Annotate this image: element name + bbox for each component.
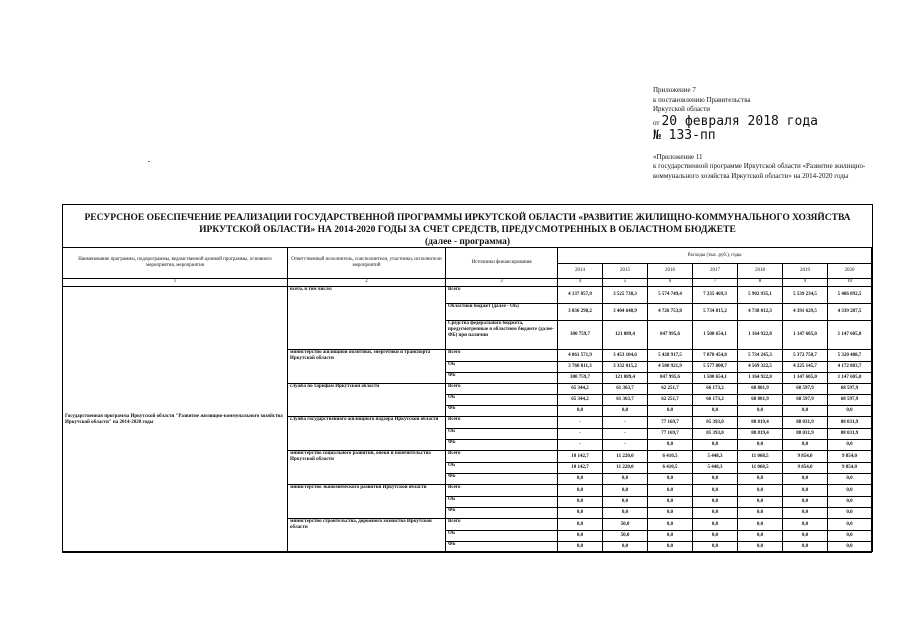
value-cell-2017: 7 078 454,8	[693, 350, 738, 362]
value-cell-2016: 5 428 917,5	[648, 350, 693, 362]
header-from: от	[653, 118, 660, 127]
value-cell-2020: 5 320 408,7	[828, 350, 872, 362]
value-cell-2016: 6 410,5	[648, 451, 693, 463]
value-cell-2016: 0,0	[648, 406, 693, 417]
value-cell-2020: 0,0	[828, 474, 872, 485]
value-cell-2017: 85 393,0	[693, 429, 738, 440]
source-cell: ОБ	[446, 395, 558, 406]
responsible-cell: служба государственного жилищного надзора Иркутской области	[288, 417, 446, 451]
appendix-title: «Приложение 11	[653, 152, 703, 161]
value-cell-2015: 121 089,4	[603, 373, 648, 384]
value-cell-2017: 0,0	[693, 519, 738, 531]
value-cell-2019: 1 147 605,0	[783, 373, 828, 384]
value-cell-2018: 11 068,5	[738, 451, 783, 463]
year-header-2017: 2017	[693, 264, 738, 279]
column-index-9: 9	[783, 279, 828, 287]
value-cell-2015: 3 453 104,6	[603, 350, 648, 362]
value-cell-2016: 4 580 921,9	[648, 362, 693, 373]
value-cell-2020: 88 031,9	[828, 429, 872, 440]
value-cell-2015: 3 332 015,2	[603, 362, 648, 373]
document-header	[653, 86, 893, 181]
source-cell: Всего	[446, 519, 558, 531]
table-row	[63, 287, 872, 304]
year-header-2016: 2016	[648, 264, 693, 279]
value-cell-2016: 0,0	[648, 497, 693, 508]
value-cell-2020: 68 597,9	[828, 395, 872, 406]
column-index-4: 4	[558, 279, 603, 287]
title-line-2: ИРКУТСКОЙ ОБЛАСТИ» НА 2014-2020 ГОДЫ ЗА СЧЕТ СРЕДСТВ, ПРЕДУСМОТРЕННЫХ В ОБЛАСТНОМ БЮДЖЕТЕ	[199, 225, 736, 235]
value-cell-2016: 0,0	[648, 474, 693, 485]
value-cell-2014: 4 137 057,9	[558, 287, 603, 304]
value-cell-2015: -	[603, 429, 648, 440]
value-cell-2017: 0,0	[693, 440, 738, 451]
value-cell-2019: 4 225 145,7	[783, 362, 828, 373]
value-cell-2017: 0,0	[693, 508, 738, 519]
value-cell-2015: 0,0	[603, 542, 648, 553]
value-cell-2015: 0,0	[603, 497, 648, 508]
col-source-header: Источники финансирования	[446, 248, 558, 279]
value-cell-2015: -	[603, 417, 648, 429]
value-cell-2014: 3 760 811,3	[558, 362, 603, 373]
value-cell-2016: 0,0	[648, 519, 693, 531]
value-cell-2014: -	[558, 429, 603, 440]
value-cell-2020: 0,0	[828, 542, 872, 553]
value-cell-2018: 0,0	[738, 474, 783, 485]
value-cell-2017: 5 577 800,7	[693, 362, 738, 373]
source-cell: ФБ	[446, 542, 558, 553]
value-cell-2018: 0,0	[738, 406, 783, 417]
value-cell-2016: 6 410,5	[648, 463, 693, 474]
year-header-2019: 2019	[783, 264, 828, 279]
source-cell: ФБ	[446, 373, 558, 384]
value-cell-2017: 5 734 815,2	[693, 304, 738, 321]
value-cell-2019: 9 854,0	[783, 451, 828, 463]
value-cell-2019: 5 539 234,5	[783, 287, 828, 304]
source-cell: ОБ	[446, 463, 558, 474]
value-cell-2015: 61 363,7	[603, 395, 648, 406]
col-resp-header: Ответственный исполнитель, соисполнители, участники, исполнители мероприятий	[288, 248, 446, 279]
value-cell-2019: 0,0	[783, 508, 828, 519]
source-cell: Всего	[446, 350, 558, 362]
value-cell-2018: 11 068,5	[738, 463, 783, 474]
value-cell-2020: 0,0	[828, 497, 872, 508]
header-date: 20 февраля 2018 года	[661, 113, 819, 129]
value-cell-2018: 1 164 922,8	[738, 373, 783, 384]
value-cell-2019: 0,0	[783, 440, 828, 451]
value-cell-2016: 0,0	[648, 508, 693, 519]
value-cell-2014: 0,0	[558, 508, 603, 519]
value-cell-2017: 0,0	[693, 474, 738, 485]
value-cell-2019: 9 854,0	[783, 463, 828, 474]
value-cell-2017: 66 173,2	[693, 395, 738, 406]
value-cell-2016: 77 169,7	[648, 417, 693, 429]
responsible-cell: министерство социального развития, опеки и попечительства Иркутской области	[288, 451, 446, 485]
value-cell-2015: 0,0	[603, 508, 648, 519]
value-cell-2016: 0,0	[648, 531, 693, 542]
value-cell-2019: 1 147 605,0	[783, 321, 828, 350]
value-cell-2016: 62 251,7	[648, 395, 693, 406]
value-cell-2014: -	[558, 440, 603, 451]
responsible-cell: министерство экономического развития Иркутской области	[288, 485, 446, 519]
value-cell-2014: 4 061 571,9	[558, 350, 603, 362]
source-cell: ОБ	[446, 429, 558, 440]
col-expenses-header: Расходы (тыс. руб.), годы	[558, 248, 872, 264]
value-cell-2017: 0,0	[693, 485, 738, 497]
title-line-3: (далее - программа)	[424, 237, 511, 247]
value-cell-2019: 0,0	[783, 485, 828, 497]
responsible-cell: всего, в том числе:	[288, 287, 446, 350]
column-index-1: 1	[63, 279, 288, 287]
col-name-header: Наименование программы, подпрограммы, ведомственной целевой программы, основного мероприятия, мероприятия	[63, 248, 288, 279]
column-index-8: 8	[738, 279, 783, 287]
value-cell-2019: 68 597,9	[783, 395, 828, 406]
column-index-2: 2	[288, 279, 446, 287]
header-number: № 133-пп	[653, 127, 716, 143]
value-cell-2015: 50,0	[603, 531, 648, 542]
value-cell-2018: 1 164 922,8	[738, 321, 783, 350]
value-cell-2019: 0,0	[783, 497, 828, 508]
responsible-cell: министерство жилищной политики, энергетики и транспорта Иркутской области	[288, 350, 446, 384]
title-line-1: РЕСУРСНОЕ ОБЕСПЕЧЕНИЕ РЕАЛИЗАЦИИ ГОСУДАРСТВЕННОЙ ПРОГРАММЫ ИРКУТСКОЙ ОБЛАСТИ «РАЗВИТИЕ ЖИЛИЩНО-КОММУНАЛЬНОГО ХОЗЯЙСТВА	[84, 213, 851, 223]
value-cell-2014: 0,0	[558, 542, 603, 553]
source-cell: Областной бюджет (далее - ОБ)	[446, 304, 558, 321]
value-cell-2014: 0,0	[558, 497, 603, 508]
value-cell-2014: 65 344,2	[558, 395, 603, 406]
value-cell-2020: 0,0	[828, 440, 872, 451]
value-cell-2019: 68 597,9	[783, 384, 828, 395]
value-cell-2016: 847 995,6	[648, 373, 693, 384]
value-cell-2017: 0,0	[693, 406, 738, 417]
year-header-2014: 2014	[558, 264, 603, 279]
value-cell-2014: 10 142,7	[558, 451, 603, 463]
year-header-2020: 2020	[828, 264, 872, 279]
value-cell-2018: 0,0	[738, 440, 783, 451]
header-resolution: к постановлению Правительства	[653, 95, 751, 104]
source-cell: Всего	[446, 485, 558, 497]
value-cell-2015: 121 089,4	[603, 321, 648, 350]
value-cell-2014: 300 759,7	[558, 373, 603, 384]
value-cell-2015: 0,0	[603, 485, 648, 497]
value-cell-2014: 3 836 298,2	[558, 304, 603, 321]
value-cell-2018: 0,0	[738, 542, 783, 553]
year-header-2015: 2015	[603, 264, 648, 279]
responsible-cell: служба по тарифам Иркутской области	[288, 384, 446, 417]
value-cell-2020: 0,0	[828, 406, 872, 417]
value-cell-2017: 7 235 469,3	[693, 287, 738, 304]
value-cell-2020: 4 339 287,5	[828, 304, 872, 321]
value-cell-2016: 0,0	[648, 542, 693, 553]
value-cell-2019: 0,0	[783, 542, 828, 553]
value-cell-2017: 85 393,0	[693, 417, 738, 429]
source-cell: Всего	[446, 287, 558, 304]
value-cell-2019: 4 391 629,5	[783, 304, 828, 321]
source-cell: ФБ	[446, 406, 558, 417]
appendix-description: к государственной программе Иркутской области «Развитие жилищно-коммунального хозяйства Иркутской области» на 2014-2020 годы	[653, 162, 866, 180]
value-cell-2015: 0,0	[603, 474, 648, 485]
value-cell-2018: 5 734 245,3	[738, 350, 783, 362]
value-cell-2015: 0,0	[603, 406, 648, 417]
value-cell-2015: 3 404 648,9	[603, 304, 648, 321]
value-cell-2016: 4 726 753,8	[648, 304, 693, 321]
value-cell-2016: 847 995,6	[648, 321, 693, 350]
value-cell-2019: 0,0	[783, 531, 828, 542]
value-cell-2020: 9 854,0	[828, 463, 872, 474]
value-cell-2015: -	[603, 440, 648, 451]
source-cell: Всего	[446, 417, 558, 429]
header-row-1	[63, 248, 872, 264]
value-cell-2016: 0,0	[648, 440, 693, 451]
value-cell-2020: 1 147 605,0	[828, 321, 872, 350]
value-cell-2014: -	[558, 417, 603, 429]
value-cell-2014: 0,0	[558, 531, 603, 542]
value-cell-2014: 0,0	[558, 519, 603, 531]
value-cell-2017: 0,0	[693, 542, 738, 553]
value-cell-2020: 1 147 605,0	[828, 373, 872, 384]
value-cell-2017: 5 448,3	[693, 451, 738, 463]
value-cell-2014: 0,0	[558, 474, 603, 485]
value-cell-2014: 300 759,7	[558, 321, 603, 350]
value-cell-2020: 0,0	[828, 485, 872, 497]
value-cell-2017: 0,0	[693, 497, 738, 508]
value-cell-2018: 88 819,4	[738, 417, 783, 429]
value-cell-2020: 9 854,0	[828, 451, 872, 463]
value-cell-2020: 68 597,9	[828, 384, 872, 395]
value-cell-2017: 1 500 654,1	[693, 373, 738, 384]
value-cell-2019: 88 031,9	[783, 417, 828, 429]
value-cell-2016: 62 251,7	[648, 384, 693, 395]
value-cell-2017: 5 448,3	[693, 463, 738, 474]
header-row-index	[63, 279, 872, 287]
value-cell-2014: 0,0	[558, 406, 603, 417]
value-cell-2020: 0,0	[828, 531, 872, 542]
value-cell-2015: 61 363,7	[603, 384, 648, 395]
document-title	[70, 212, 865, 248]
value-cell-2018: 0,0	[738, 485, 783, 497]
value-cell-2017: 66 173,2	[693, 384, 738, 395]
value-cell-2015: 3 525 738,3	[603, 287, 648, 304]
value-cell-2020: 88 031,9	[828, 417, 872, 429]
value-cell-2016: 0,0	[648, 485, 693, 497]
value-cell-2015: 50,0	[603, 519, 648, 531]
program-name-cell: Государственная программа Иркутской области "Развитие жилищно-коммунального хозяйства Иркутской области" на 2014-2020 годы	[63, 287, 288, 553]
value-cell-2014: 10 142,7	[558, 463, 603, 474]
value-cell-2019: 0,0	[783, 474, 828, 485]
column-index-3: 3	[446, 279, 558, 287]
value-cell-2018: 0,0	[738, 519, 783, 531]
header-dateline	[653, 115, 893, 129]
scan-speck	[148, 161, 150, 162]
value-cell-2014: 65 344,2	[558, 384, 603, 395]
value-cell-2018: 4 569 322,5	[738, 362, 783, 373]
value-cell-2018: 4 738 012,3	[738, 304, 783, 321]
column-index-6: 6	[648, 279, 693, 287]
source-cell: ФБ	[446, 474, 558, 485]
value-cell-2014: 0,0	[558, 485, 603, 497]
value-cell-2020: 4 172 803,7	[828, 362, 872, 373]
value-cell-2018: 68 801,9	[738, 384, 783, 395]
source-cell: ОБ	[446, 497, 558, 508]
value-cell-2020: 5 486 892,5	[828, 287, 872, 304]
source-cell: ФБ	[446, 440, 558, 451]
header-spacer	[653, 143, 893, 153]
value-cell-2017: 1 500 654,1	[693, 321, 738, 350]
year-header-2018: 2018	[738, 264, 783, 279]
table-body	[63, 248, 872, 553]
value-cell-2018: 5 902 935,1	[738, 287, 783, 304]
value-cell-2018: 0,0	[738, 497, 783, 508]
responsible-cell: министерство строительства, дорожного хозяйства Иркутской области	[288, 519, 446, 553]
value-cell-2020: 0,0	[828, 508, 872, 519]
value-cell-2018: 88 819,4	[738, 429, 783, 440]
source-cell: Средства федерального бюджета, предусмотренные в областном бюджете (далее-ФБ) при наличии	[446, 321, 558, 350]
resource-table	[62, 247, 872, 553]
column-index-5: 5	[603, 279, 648, 287]
value-cell-2017: 0,0	[693, 531, 738, 542]
value-cell-2019: 88 031,9	[783, 429, 828, 440]
value-cell-2016: 77 169,7	[648, 429, 693, 440]
value-cell-2019: 0,0	[783, 519, 828, 531]
source-cell: ОБ	[446, 531, 558, 542]
header-appendix: Приложение 7	[653, 86, 696, 94]
value-cell-2018: 0,0	[738, 531, 783, 542]
value-cell-2018: 0,0	[738, 508, 783, 519]
value-cell-2019: 5 372 750,7	[783, 350, 828, 362]
header-region: Иркутской области	[653, 105, 711, 113]
column-index-7: 7	[693, 279, 738, 287]
value-cell-2019: 0,0	[783, 406, 828, 417]
column-index-10: 10	[828, 279, 872, 287]
source-cell: ФБ	[446, 508, 558, 519]
value-cell-2020: 0,0	[828, 519, 872, 531]
value-cell-2016: 5 574 749,4	[648, 287, 693, 304]
source-cell: ОБ	[446, 362, 558, 373]
value-cell-2018: 68 801,9	[738, 395, 783, 406]
value-cell-2015: 11 220,0	[603, 451, 648, 463]
source-cell: Всего	[446, 451, 558, 463]
value-cell-2015: 11 220,0	[603, 463, 648, 474]
source-cell: Всего	[446, 384, 558, 395]
